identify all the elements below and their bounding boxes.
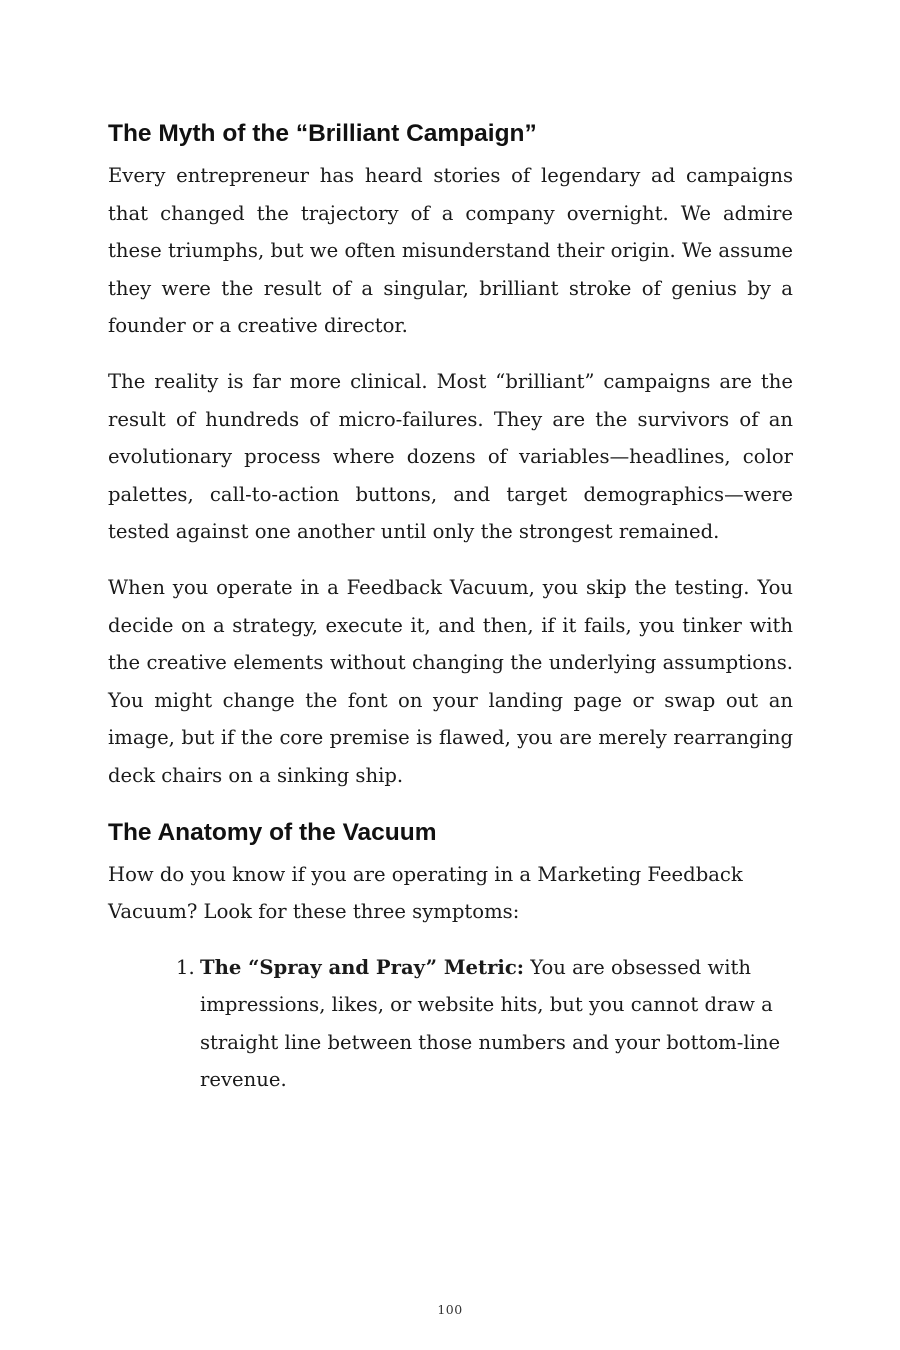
paragraph-intro: How do you know if you are operating in a Marketing Feedback Vacuum? Look for these three symptoms: — [108, 862, 743, 924]
list-item-title: The “Spray and Pray” Metric: — [200, 955, 525, 979]
list-item — [176, 949, 793, 1099]
section-heading-myth: The Myth of the “Brilliant Campaign” — [108, 120, 537, 147]
paragraph: The reality is far more clinical. Most “brilliant” campaigns are the result of hundreds of micro-failures. They are the survivors of an evolutionary process where dozens of variables—headlines, color palettes, call-to-action buttons, and target demographics—were tested against one another until only the strongest remained. — [108, 369, 793, 544]
page-number: 100 — [437, 1302, 463, 1317]
symptom-list — [108, 949, 793, 1099]
list-item-text: You are obsessed with impressions, likes, or website hits, but you cannot draw a straight line between those numbers and your bottom-line revenue. — [200, 955, 781, 1092]
section-heading-anatomy: The Anatomy of the Vacuum — [108, 818, 437, 846]
paragraph: When you operate in a Feedback Vacuum, you skip the testing. You decide on a strategy, execute it, and then, if it fails, you tinker with the creative elements without changing the underlying assumptions. You might change the font on your landing page or swap out an image, but if the core premise is flawed, you are merely rearranging deck chairs on a sinking ship. — [108, 575, 793, 787]
paragraph: Every entrepreneur has heard stories of legendary ad campaigns that changed the trajectory of a company overnight. We admire these triumphs, but we often misunderstand their origin. We assume they were the result of a singular, brilliant stroke of genius by a founder or a creative director. — [108, 164, 793, 338]
page-body — [108, 118, 793, 1099]
list-item-number: 1. — [176, 955, 195, 979]
